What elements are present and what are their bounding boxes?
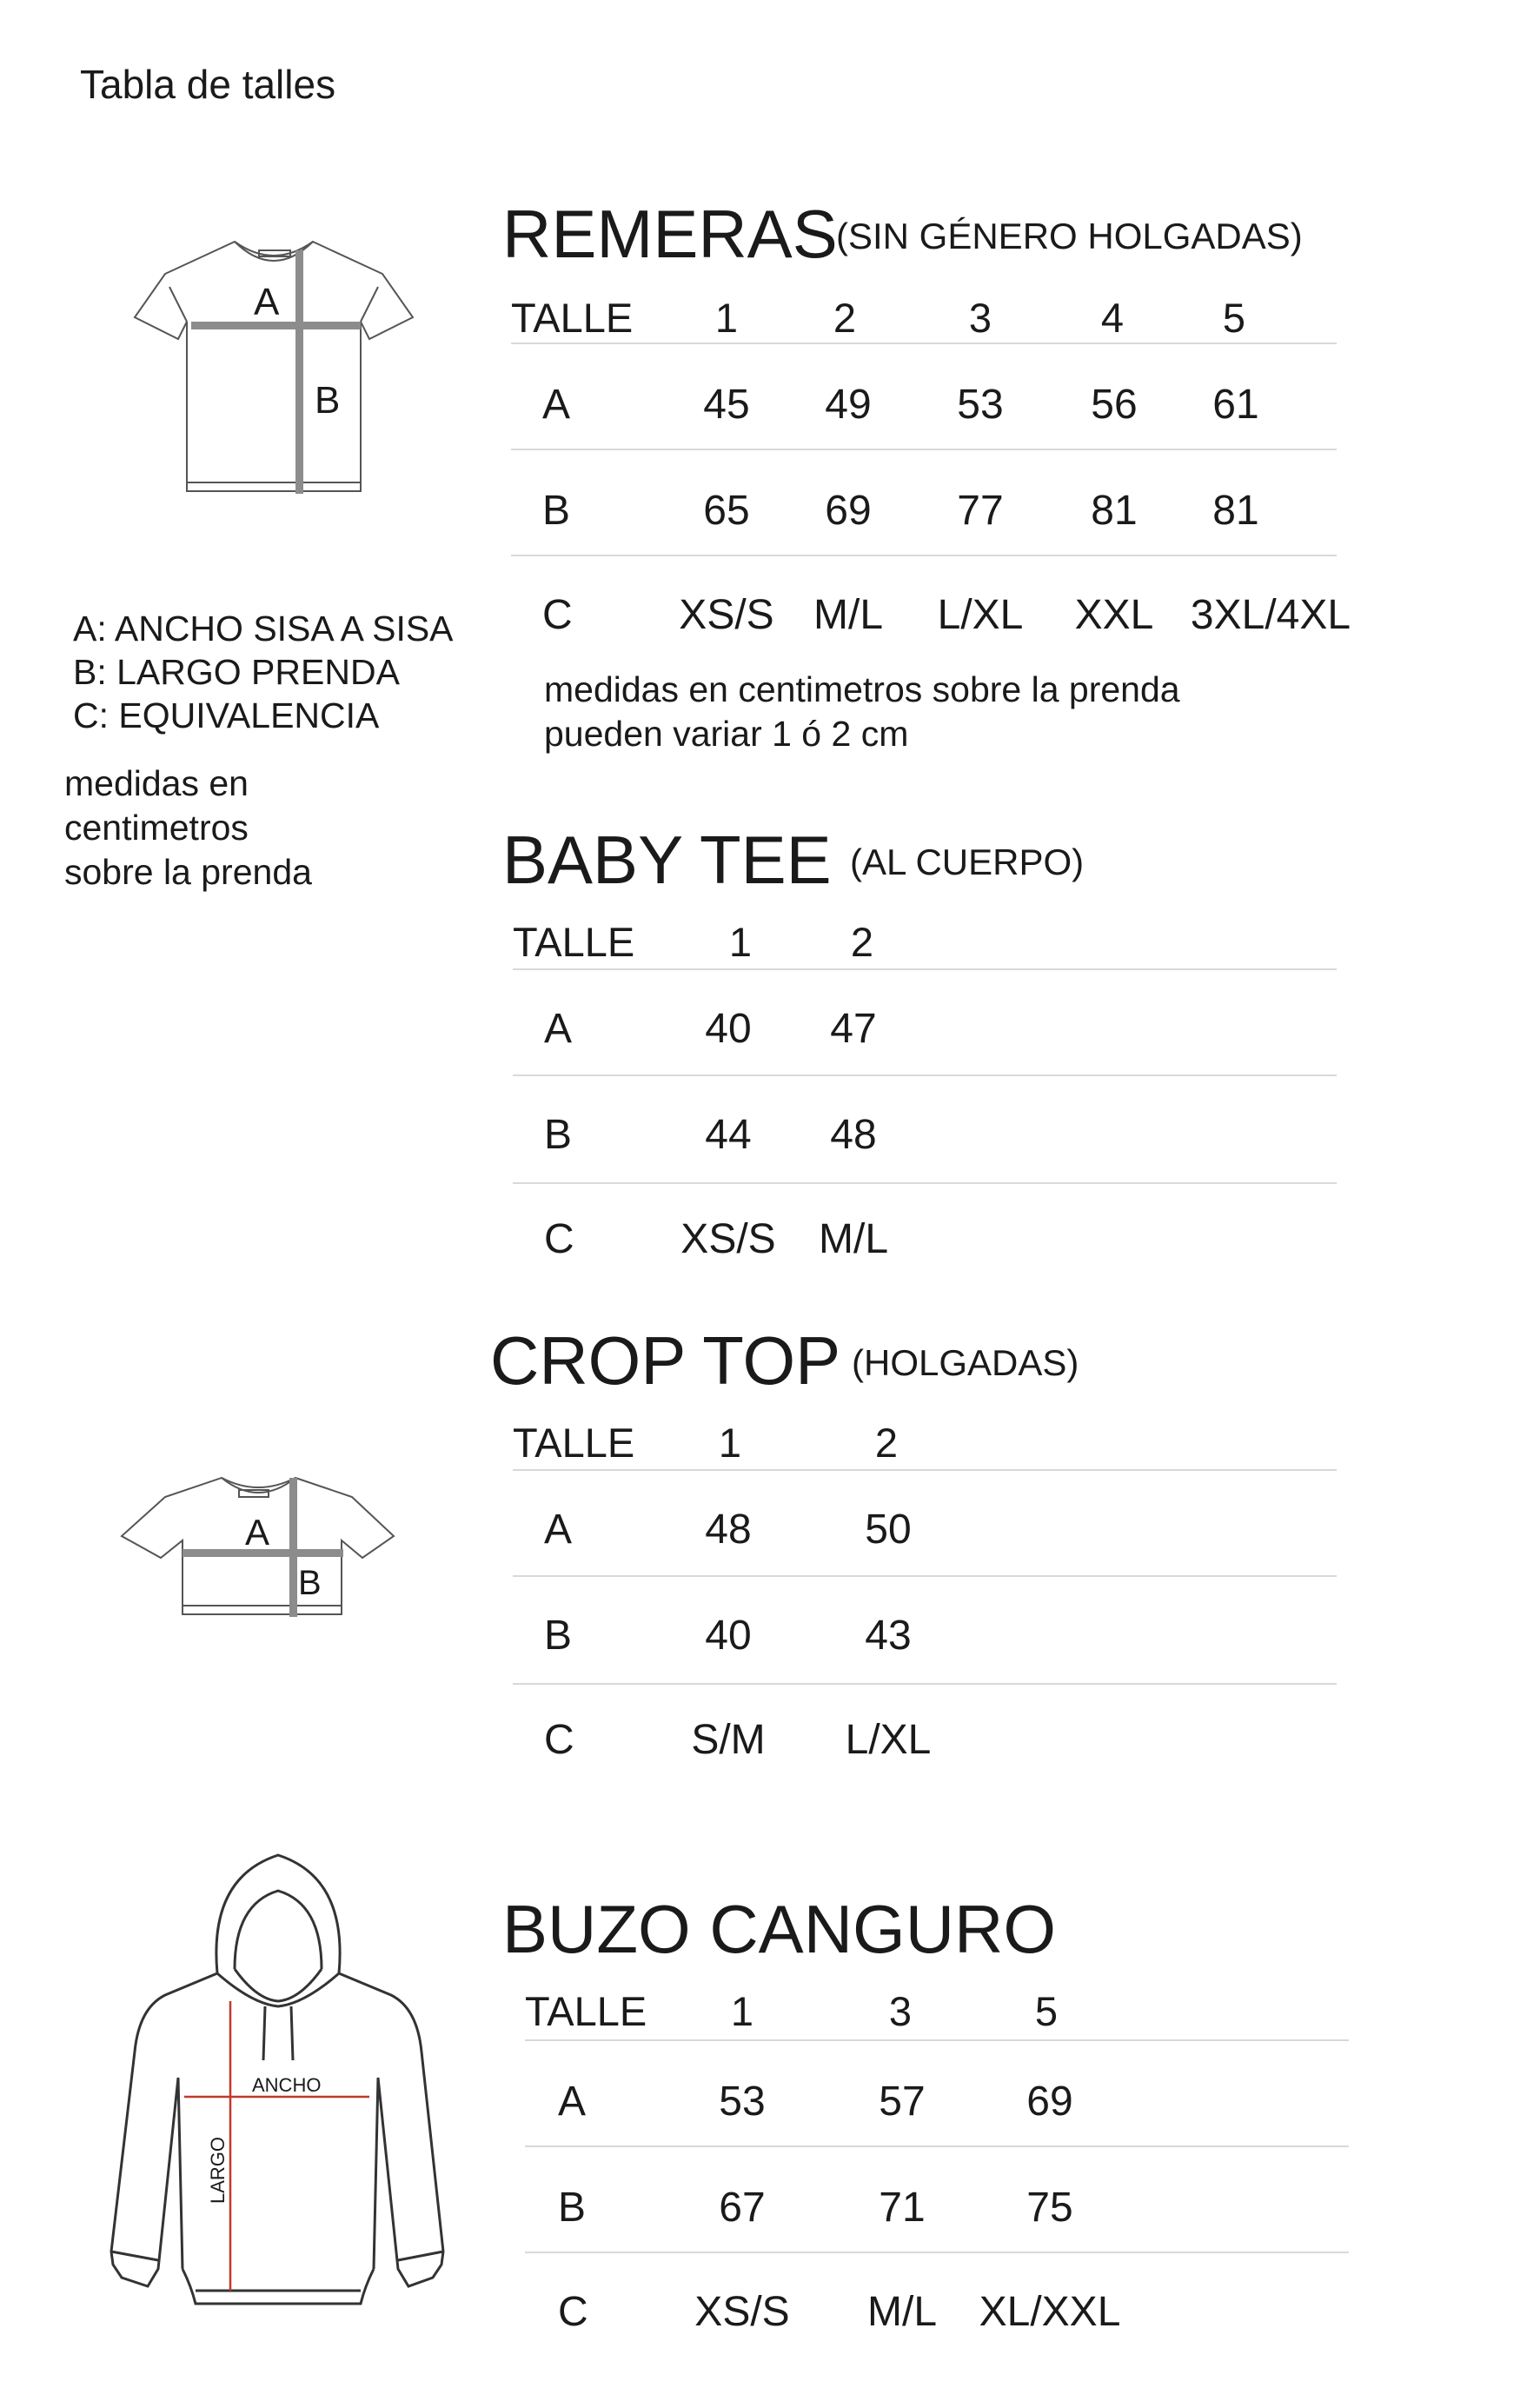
table-header-cell: 4 [1100,295,1125,341]
table-divider [525,2145,1349,2147]
table-cell: A [542,382,571,428]
table-row [513,1111,1338,1163]
table-divider [513,1575,1337,1577]
hoodie-label-width: ANCHO [252,2074,322,2096]
page-title: Tabla de talles [80,62,336,107]
table-cell: XS/S [679,592,774,638]
tshirt-diagram [122,235,426,504]
table-header-row [525,1987,1351,2039]
table-cell: B [544,1112,573,1158]
table-cell: C [544,1216,574,1262]
table-header-cell: TALLE [511,295,634,341]
table-cell: 81 [1091,488,1138,534]
table-divider [513,1074,1337,1076]
table-row [511,487,1337,539]
table-cell: 81 [1212,488,1259,534]
table-cell: C [542,592,573,638]
table-cell: 3XL/4XL [1190,592,1351,638]
table-cell: 47 [830,1006,877,1052]
table-row [525,2078,1351,2130]
remeras-subtitle: (SIN GÉNERO HOLGADAS) [836,216,1303,256]
baby-tee-table [513,918,1338,1266]
table-cell: A [544,1507,573,1553]
side-note-line: centimetros [64,808,249,848]
buzo-canguro-title: BUZO CANGURO [502,1891,1057,1967]
buzo-canguro-table [525,1987,1351,2335]
table-header-cell: 3 [968,295,992,341]
table-cell: 77 [957,488,1004,534]
table-cell: XS/S [680,1216,776,1262]
table-header-cell: 1 [728,919,753,965]
table-cell: A [544,1006,573,1052]
table-cell: XXL [1074,592,1154,638]
table-cell: 69 [1026,2079,1073,2125]
table-cell: 48 [830,1112,877,1158]
table-header-cell: 1 [730,1988,754,2034]
table-header-cell: TALLE [513,919,635,965]
table-cell: L/XL [845,1717,932,1763]
table-cell: 53 [957,382,1004,428]
hoodie-diagram [104,1852,452,2391]
table-cell: 71 [879,2185,926,2231]
table-header-cell: 3 [888,1988,913,2034]
table-cell: 50 [865,1507,912,1553]
remeras-note-line: medidas en centimetros sobre la prenda [544,669,1180,709]
table-cell: S/M [691,1717,766,1763]
baby-tee-title: BABY TEE [502,822,832,898]
table-cell: 40 [705,1613,752,1659]
hoodie-label-length: LARGO [207,2136,229,2204]
table-row [511,591,1351,643]
table-divider [525,2252,1349,2253]
table-row [511,381,1337,433]
table-cell: 44 [705,1112,752,1158]
remeras-note [544,668,1180,756]
legend-item-b: B: LARGO PRENDA [73,652,400,692]
remeras-title: REMERAS [502,196,838,272]
tshirt-measure-b-bar [295,250,303,494]
table-cell: C [544,1717,574,1763]
table-header-cell: 5 [1034,1988,1059,2034]
table-divider [513,1683,1337,1685]
table-cell: C [558,2289,588,2335]
baby-tee-subtitle: (AL CUERPO) [850,841,1085,882]
table-cell: 53 [719,2079,766,2125]
crop-measure-b-bar [289,1478,297,1617]
table-header-cell: 1 [718,1420,742,1466]
remeras-note-line: pueden variar 1 ó 2 cm [544,714,909,754]
table-row [513,1716,1338,1768]
table-divider [525,2039,1349,2041]
crop-top-table [513,1419,1338,1766]
table-cell: 45 [703,382,750,428]
table-header-row [511,294,1337,346]
table-row [525,2184,1351,2236]
side-note-line: sobre la prenda [64,852,312,892]
table-header-row [513,1419,1338,1471]
crop-label-a: A [245,1512,270,1553]
table-divider [511,555,1337,556]
table-row [513,1506,1338,1558]
table-header-cell: TALLE [513,1420,635,1466]
tshirt-label-b: B [315,379,341,422]
table-cell: L/XL [937,592,1024,638]
table-cell: 43 [865,1613,912,1659]
legend-item-a: A: ANCHO SISA A SISA [73,609,454,649]
table-cell: M/L [866,2289,938,2335]
remeras-table [511,294,1351,642]
table-divider [511,343,1337,344]
table-header-row [513,918,1338,970]
crop-top-diagram [117,1471,400,1623]
table-cell: 57 [879,2079,926,2125]
crop-top-subtitle: (HOLGADAS) [852,1342,1079,1383]
table-cell: B [558,2185,587,2231]
table-cell: B [542,488,571,534]
table-cell: 69 [825,488,872,534]
table-cell: M/L [818,1216,889,1262]
table-cell: 67 [719,2185,766,2231]
table-header-cell: 2 [850,919,874,965]
table-header-cell: 2 [874,1420,899,1466]
table-cell: 56 [1091,382,1138,428]
side-note-line: medidas en [64,763,249,803]
table-cell: XL/XXL [979,2289,1121,2335]
table-cell: 49 [825,382,872,428]
table-header-cell: 5 [1222,295,1246,341]
table-divider [513,1469,1337,1471]
table-divider [511,449,1337,450]
table-row [513,1005,1338,1057]
table-divider [513,1182,1337,1184]
table-cell: B [544,1613,573,1659]
table-header-cell: TALLE [525,1988,647,2034]
table-cell: 75 [1026,2185,1073,2231]
table-header-cell: 1 [714,295,739,341]
crop-top-title: CROP TOP [490,1322,841,1399]
table-cell: 61 [1212,382,1259,428]
tshirt-label-a: A [254,281,280,323]
table-row [513,1215,1338,1267]
table-cell: A [558,2079,587,2125]
table-cell: XS/S [694,2289,790,2335]
table-row [513,1612,1338,1664]
table-cell: M/L [813,592,884,638]
table-cell: 65 [703,488,750,534]
table-cell: 40 [705,1006,752,1052]
table-divider [513,968,1337,970]
table-header-cell: 2 [833,295,857,341]
measure-legend [73,607,454,737]
table-cell: 48 [705,1507,752,1553]
crop-label-b: B [298,1564,322,1602]
table-row [525,2288,1351,2340]
side-note [64,762,312,895]
legend-item-c: C: EQUIVALENCIA [73,695,380,735]
